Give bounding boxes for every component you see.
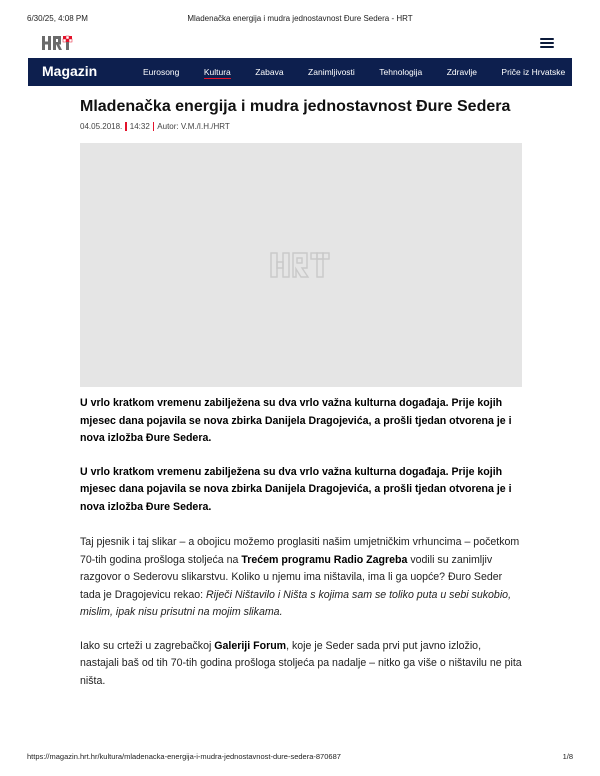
article-author: Autor: V.M./I.H./HRT — [157, 122, 230, 131]
article-paragraph — [80, 638, 522, 691]
hamburger-menu-icon[interactable] — [540, 38, 554, 48]
article-image-placeholder — [80, 143, 522, 387]
paragraph-text: vodili su zanimljiv razgovor o Sederovu slikarstvu. Koliko u njemu ima ništavila, ima li ga uopće? Đuro Seder tada je Dragojevicu rekao: — [80, 553, 503, 601]
paragraph-text: Taj pjesnik i taj slikar – a obojicu možemo proglasiti našim umjetničkim vrhuncima – početkom 70-tih godina prošloga stoljeća na — [80, 536, 520, 566]
article-lead: U vrlo kratkom vremenu zabilježena su dva vrlo važna kulturna događaja. Prije kojih mjesec dana pojavila se nova zbirka Danijela Dragojevića, a prošli tjedan otvorena je i nova izložba Đure Sedera. — [80, 397, 512, 444]
print-page-title: Mladenačka energija i mudra jednostavnost Đure Sedera - HRT — [187, 14, 413, 23]
article-title: Mladenačka energija i mudra jednostavnost Đure Sedera — [80, 98, 511, 115]
meta-separator — [153, 122, 155, 131]
paragraph-text: , koje je Seder sada prvi put javno izložio, nastajali baš od tih 70-tih godina prošloga stoljeća pa nadalje – nitko ga više o ništavilu ne pita ništa. — [80, 639, 522, 687]
nav-item-eurosong[interactable]: Eurosong — [143, 67, 180, 77]
nav-item-zdravlje[interactable]: Zdravlje — [446, 67, 477, 77]
meta-separator — [125, 122, 127, 131]
site-topbar — [28, 30, 572, 58]
article-time: 14:32 — [129, 122, 150, 131]
article — [80, 96, 522, 690]
nav-item-zabava[interactable]: Zabava — [255, 67, 284, 77]
section-navbar — [28, 58, 572, 86]
print-url: https://magazin.hrt.hr/kultura/mladenacka-energija-i-mudra-jednostavnost-dure-sedera-870687 — [27, 752, 341, 761]
print-header — [0, 14, 600, 26]
print-page-number: 1/8 — [562, 752, 573, 761]
paragraph-text: Iako su crteži u zagrebačkoj — [80, 639, 215, 652]
hrt-logo[interactable] — [41, 33, 73, 53]
print-datetime: 6/30/25, 4:08 PM — [27, 14, 88, 23]
paragraph-bold-text: Trećem programu Radio Zagreba — [241, 553, 408, 566]
nav-items — [143, 58, 572, 86]
nav-item-price-iz-hrvatske[interactable]: Priče iz Hrvatske — [501, 67, 566, 77]
article-date: 04.05.2018. — [80, 122, 123, 131]
article-paragraph — [80, 534, 522, 622]
paragraph-bold-text: Galeriji Forum — [214, 639, 287, 652]
article-lead-repeat: U vrlo kratkom vremenu zabilježena su dva vrlo važna kulturna događaja. Prije kojih mjesec dana pojavila se nova zbirka Danijela Dragojevića, a prošli tjedan otvorena je i nova izložba Đure Sedera. — [80, 465, 512, 513]
paragraph-quote: Riječi Ništavilo i Ništa s kojima sam se toliko puta u sebi sukobio, mislim, ipak nisu prisutni na mojim slikama. — [80, 588, 512, 618]
nav-item-kultura[interactable]: Kultura — [204, 58, 231, 86]
nav-item-zanimljivosti[interactable]: Zanimljivosti — [308, 67, 355, 77]
nav-item-tehnologija[interactable]: Tehnologija — [379, 67, 423, 77]
hrt-logo-placeholder-icon — [269, 249, 333, 281]
section-brand[interactable]: Magazin — [42, 63, 98, 79]
article-meta — [80, 122, 522, 131]
